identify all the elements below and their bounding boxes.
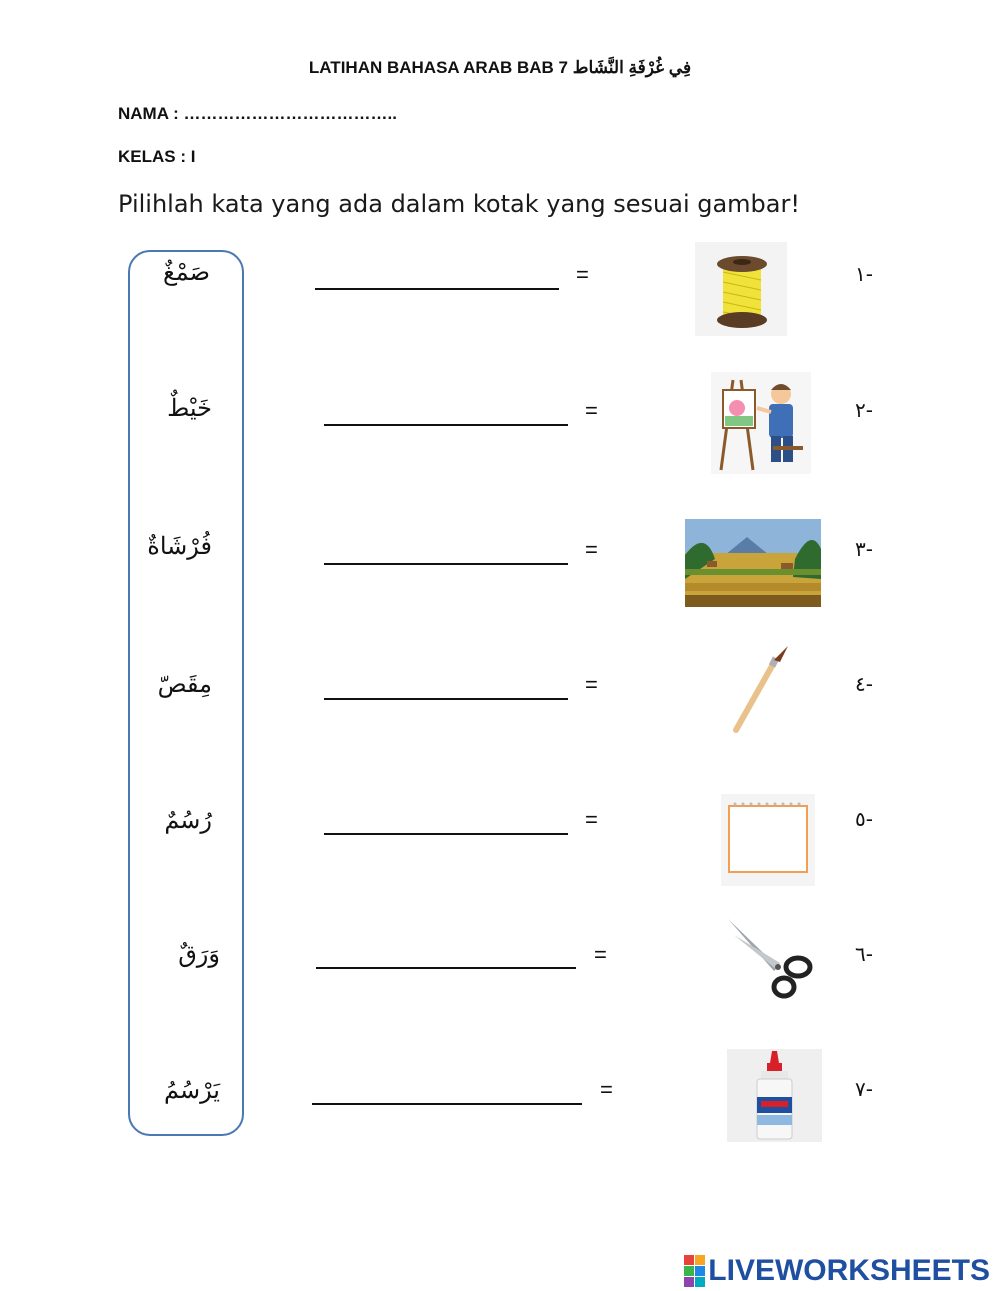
question-number: -٢ (855, 398, 873, 422)
equals-sign: = (600, 1077, 613, 1102)
liveworksheets-logo (684, 1254, 990, 1288)
answer-line-3[interactable] (324, 563, 568, 565)
question-number: -٦ (855, 942, 873, 966)
word-bank-item: فُرْشَاةٌ (147, 532, 212, 560)
question-number: -١ (855, 262, 873, 286)
thread-spool-image (695, 242, 787, 336)
question-number: -٥ (855, 807, 873, 831)
word-bank-item: مِقَصّ (157, 670, 212, 698)
word-bank-item: وَرَقٌ (178, 940, 220, 968)
equals-sign: = (585, 807, 598, 832)
answer-line-4[interactable] (324, 698, 568, 700)
name-field: NAMA : ……………………………….. (118, 104, 397, 123)
answer-line-5[interactable] (324, 833, 568, 835)
equals-sign: = (585, 537, 598, 562)
word-bank-item: خَيْطٌ (167, 394, 212, 422)
answer-line-2[interactable] (324, 424, 568, 426)
class-field: KELAS : I (118, 147, 196, 166)
equals-sign: = (585, 672, 598, 697)
answer-line-1[interactable] (315, 288, 559, 290)
answer-line-7[interactable] (312, 1103, 582, 1105)
paintbrush-image (728, 644, 792, 734)
equals-sign: = (594, 942, 607, 967)
question-number: -٤ (855, 672, 873, 696)
paper-sheet-image (721, 794, 815, 886)
scissors-image (724, 915, 814, 1001)
question-number: -٣ (855, 537, 873, 561)
equals-sign: = (576, 262, 589, 287)
word-bank-item: رُسُمٌ (164, 806, 212, 834)
word-bank-item: يَرْسُمُ (163, 1076, 220, 1104)
instruction-text: Pilihlah kata yang ada dalam kotak yang sesuai gambar! (118, 190, 800, 218)
answer-line-6[interactable] (316, 967, 576, 969)
glue-bottle-image (727, 1049, 822, 1142)
equals-sign: = (585, 398, 598, 423)
worksheet-title: LATIHAN BAHASA ARAB BAB 7 فِي غُرْفَةِ النَّشَاط (308, 58, 692, 77)
logo-blocks-icon (684, 1255, 705, 1287)
landscape-painting-image (685, 519, 821, 607)
boy-painting-image (711, 372, 811, 474)
question-number: -٧ (855, 1077, 873, 1101)
logo-text: LIVEWORKSHEETS (708, 1254, 990, 1287)
word-bank-item: صَمْغٌ (162, 258, 210, 286)
